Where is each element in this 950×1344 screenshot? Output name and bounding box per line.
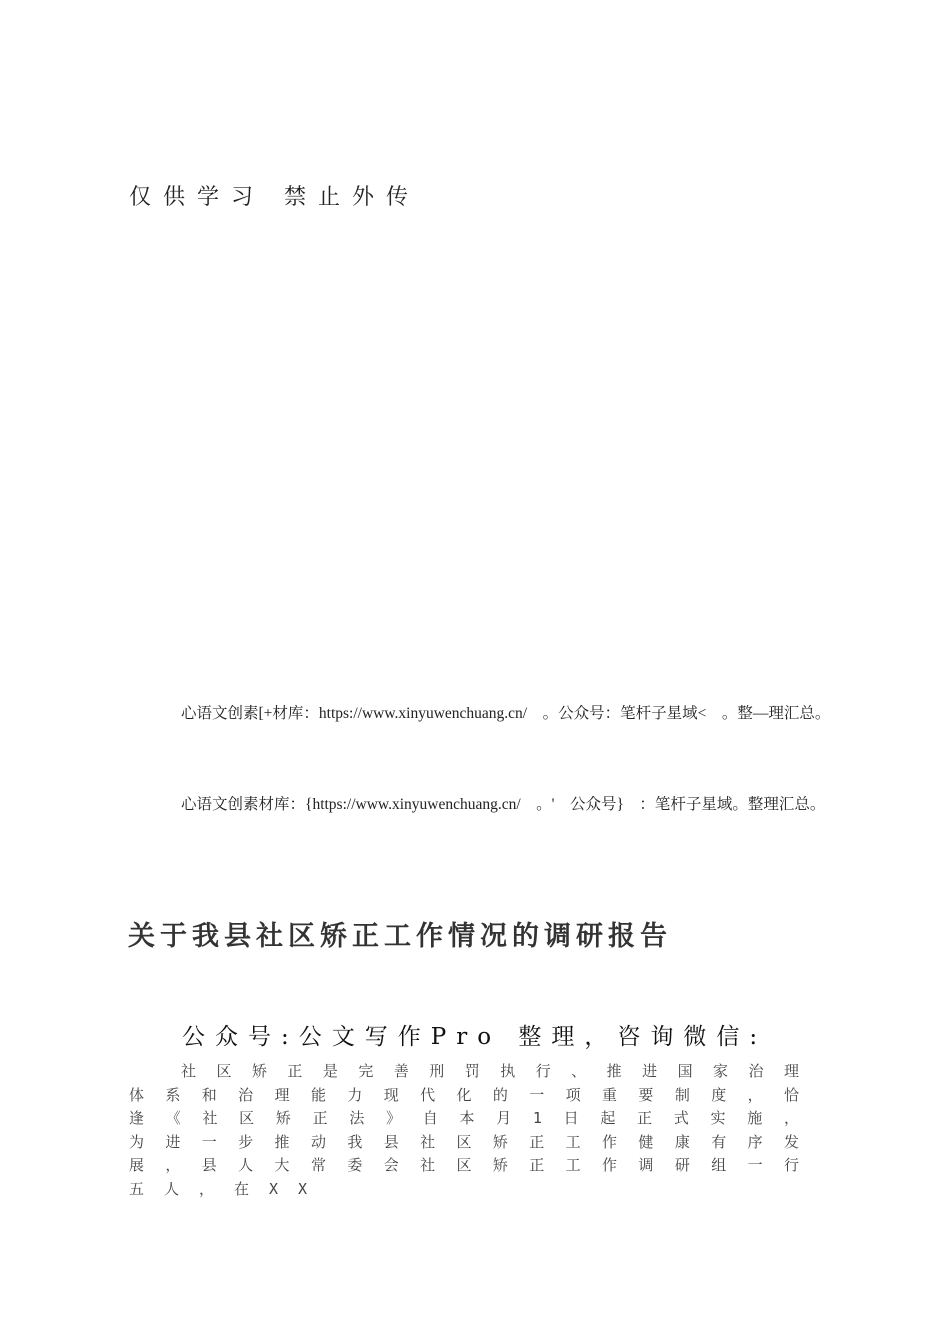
- document-subtitle: 公众号:公文写作Pro 整理，咨询微信:: [182, 1024, 768, 1050]
- source-note: 心语文创素材库：{https://www.xinyuwenchuang.cn/ 。' 公众号} ：笔杆子星域。整理汇总。: [181, 796, 826, 813]
- body-paragraph: 社区矫正是完善刑罚执行、推进国家治理体系和治理能力现代化的一项重要制度，恰逢《社区矫正法》自本月1日起正式实施，为进一步推动我县社区矫正工作健康有序发展，县人大常委会社区矫正工作调研组一行五人，在XX: [129, 1062, 819, 1198]
- watermark-text: 仅供学习 禁止外传: [129, 185, 420, 210]
- document-title: 关于我县社区矫正工作情况的调研报告: [128, 921, 672, 952]
- source-note: 心语文创素[+材库：https://www.xinyuwenchuang.cn/ 。公众号：笔杆子星域< 。整—理汇总。: [181, 705, 831, 722]
